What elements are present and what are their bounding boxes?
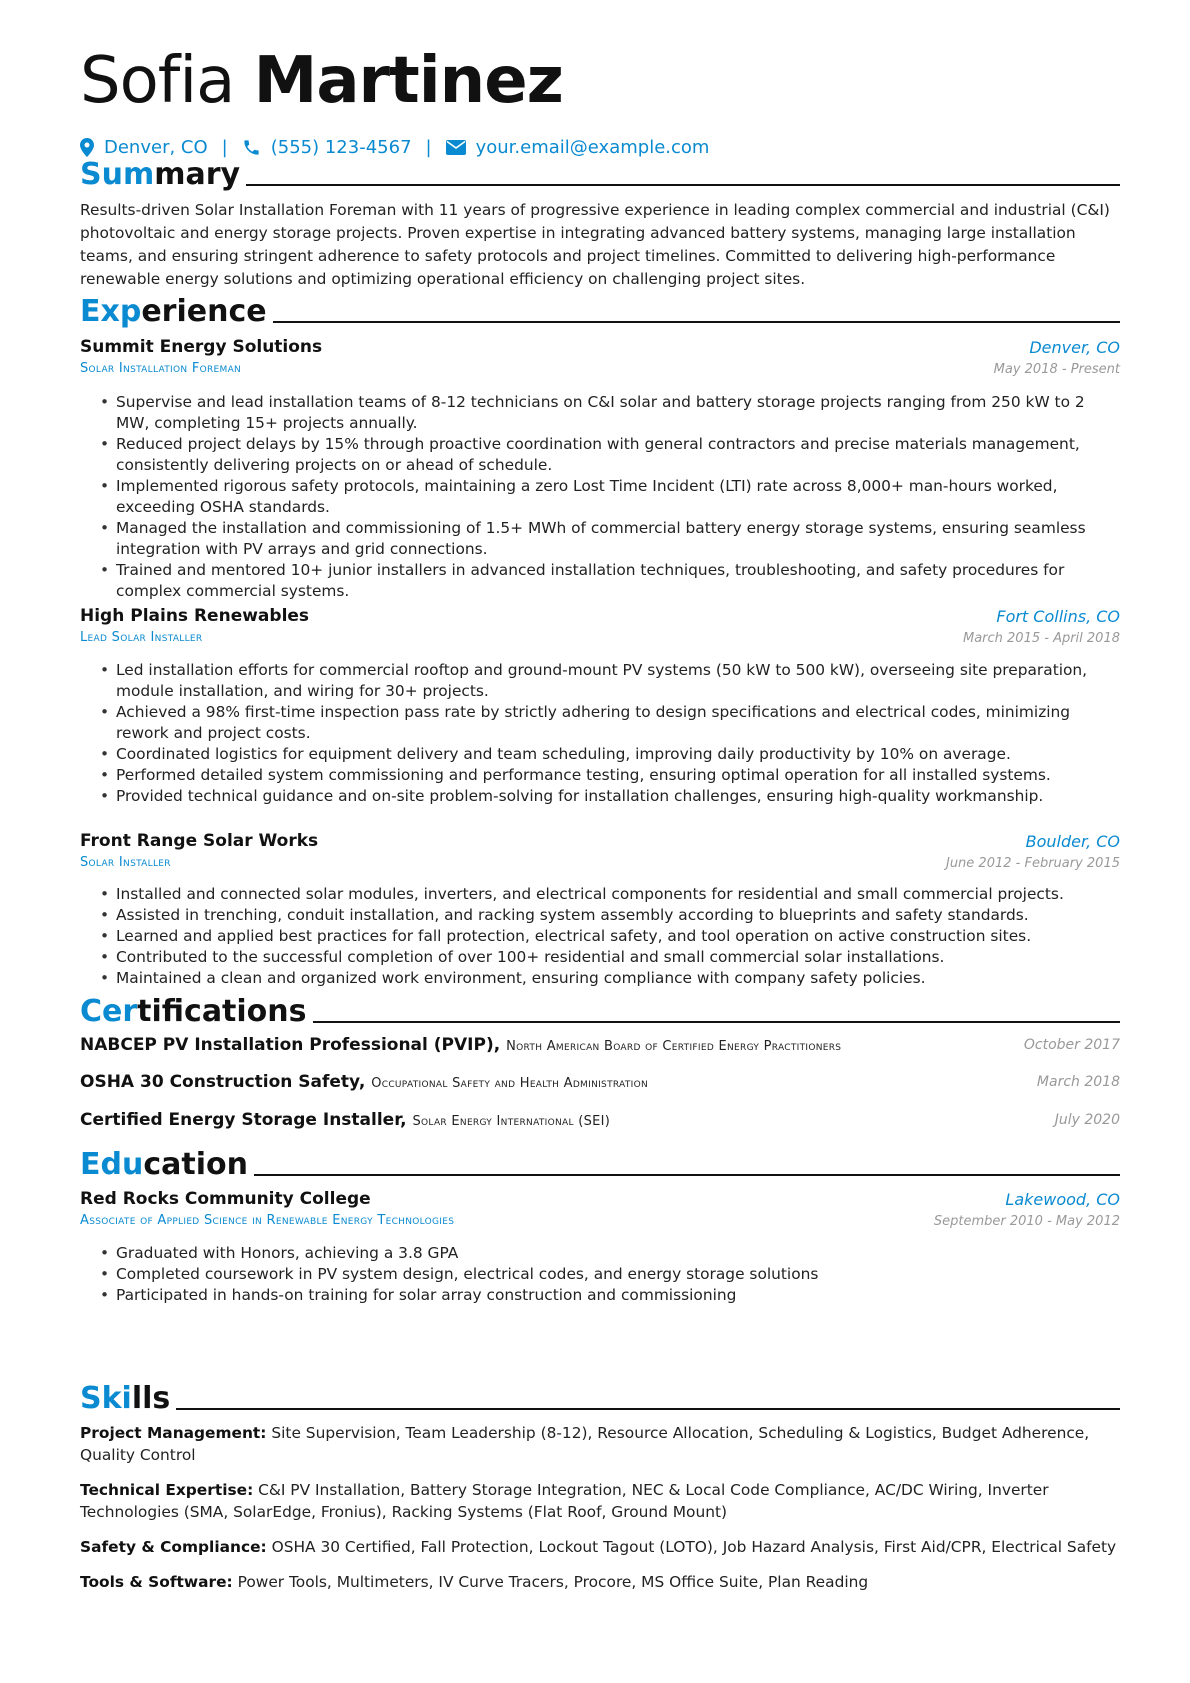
job-location: Denver, CO xyxy=(1029,338,1120,357)
job-title: Solar Installation Foreman xyxy=(80,361,242,376)
skill-text: Site Supervision, Team Leadership (8-12), Resource Allocation, Scheduling & Logistics, Budget Adherence, Quality Control xyxy=(80,1424,1090,1464)
school-location: Lakewood, CO xyxy=(1005,1190,1120,1209)
section-rule xyxy=(254,1174,1120,1176)
list-item: • Trained and mentored 10+ junior installers in advanced installation techniques, troubleshooting, and safety procedures for complex commercial systems. xyxy=(100,560,1100,602)
certification-item: Certified Energy Storage Installer, Solar Energy International (SEI) July 2020 xyxy=(80,1110,1120,1130)
certification-name: Certified Energy Storage Installer xyxy=(80,1110,401,1130)
job-title: Lead Solar Installer xyxy=(80,630,203,645)
certification-issuer: North American Board of Certified Energy Practitioners xyxy=(506,1039,842,1054)
summary-text: Results-driven Solar Installation Foreman with 11 years of progressive experience in leading complex commercial and industrial (C&I) photovoltaic and energy storage projects. Proven expertise in integrating advanced battery systems, managing large installation teams, and ensuring stringent adherence to safety protocols and project timelines. Committed to delivering high-performance renewable energy solutions and optimizing operational efficiency on challenging project sites. xyxy=(80,201,1110,288)
skill-row xyxy=(80,1571,1120,1593)
school-name: Red Rocks Community College xyxy=(80,1189,371,1209)
experience-heading: Experience xyxy=(80,293,1120,329)
certification-name: OSHA 30 Construction Safety xyxy=(80,1072,359,1092)
job-entry-header xyxy=(80,831,1120,875)
skills-heading: Skills xyxy=(80,1380,1120,1416)
skill-label: Safety & Compliance: xyxy=(80,1538,267,1556)
company-name: Front Range Solar Works xyxy=(80,831,319,851)
skill-row xyxy=(80,1536,1120,1558)
skill-text: OSHA 30 Certified, Fall Protection, Lockout Tagout (LOTO), Job Hazard Analysis, First Aid/CPR, Electrical Safety xyxy=(271,1538,1117,1556)
list-item: • Coordinated logistics for equipment delivery and team scheduling, improving daily productivity by 10% on average. xyxy=(100,744,1100,765)
first-name: Sofia xyxy=(80,44,235,118)
certification-issuer: Solar Energy International (SEI) xyxy=(412,1114,611,1129)
list-item: • Provided technical guidance and on-site problem-solving for installation challenges, ensuring high-quality workmanship. xyxy=(100,786,1100,807)
skill-label: Tools & Software: xyxy=(80,1573,233,1591)
list-item: • Graduated with Honors, achieving a 3.8 GPA xyxy=(100,1243,1100,1264)
job-entry-header xyxy=(80,606,1120,650)
certification-date: July 2020 xyxy=(1054,1112,1120,1128)
list-item: • Learned and applied best practices for fall protection, electrical safety, and tool operation on active construction sites. xyxy=(100,926,1100,947)
section-rule xyxy=(273,321,1120,323)
certification-issuer: Occupational Safety and Health Administration xyxy=(371,1076,648,1091)
certification-date: March 2018 xyxy=(1036,1074,1120,1090)
section-rule xyxy=(176,1408,1120,1410)
certification-name: NABCEP PV Installation Professional (PVIP) xyxy=(80,1035,494,1055)
section-rule xyxy=(246,184,1120,186)
degree-name: Associate of Applied Science in Renewable Energy Technologies xyxy=(80,1213,455,1228)
job-bullets xyxy=(100,660,1100,807)
phone-icon xyxy=(242,138,261,157)
list-item: • Reduced project delays by 15% through proactive coordination with general contractors and precise materials management, consistently delivering projects on or ahead of schedule. xyxy=(100,434,1100,476)
list-item: • Installed and connected solar modules, inverters, and electrical components for residential and small commercial projects. xyxy=(100,884,1100,905)
skill-row xyxy=(80,1479,1120,1523)
envelope-icon xyxy=(446,140,466,155)
list-item: • Maintained a clean and organized work environment, ensuring compliance with company safety policies. xyxy=(100,968,1100,989)
phone-text: (555) 123-4567 xyxy=(270,136,412,158)
list-item: • Led installation efforts for commercial rooftop and ground-mount PV systems (50 kW to 500 kW), overseeing site preparation, module installation, and wiring for 30+ projects. xyxy=(100,660,1100,702)
contact-phone[interactable] xyxy=(242,137,412,158)
job-dates: June 2012 - February 2015 xyxy=(945,856,1120,871)
contact-separator: | xyxy=(221,136,228,158)
skill-text: C&I PV Installation, Battery Storage Integration, NEC & Local Code Compliance, AC/DC Wiring, Inverter Technologies (SMA, SolarEdge, Fronius), Racking Systems (Flat Roof, Ground Mount) xyxy=(80,1481,1049,1521)
list-item: • Participated in hands-on training for solar array construction and commissioning xyxy=(100,1285,1100,1306)
job-bullets xyxy=(100,884,1100,989)
job-bullets xyxy=(100,392,1100,602)
certification-date: October 2017 xyxy=(1023,1037,1120,1053)
skill-label: Technical Expertise: xyxy=(80,1481,254,1499)
list-item: • Contributed to the successful completion of over 100+ residential and small commercial solar installations. xyxy=(100,947,1100,968)
contact-location xyxy=(80,137,208,158)
last-name: Martinez xyxy=(253,44,563,118)
list-item: • Performed detailed system commissioning and performance testing, ensuring optimal operation for all installed systems. xyxy=(100,765,1100,786)
education-heading: Education xyxy=(80,1146,1120,1182)
job-dates: March 2015 - April 2018 xyxy=(962,631,1120,646)
list-item: • Supervise and lead installation teams of 8-12 technicians on C&I solar and battery storage projects ranging from 250 kW to 2 MW, completing 15+ projects annually. xyxy=(100,392,1100,434)
map-pin-icon xyxy=(80,138,94,157)
skill-row xyxy=(80,1422,1120,1466)
education-dates: September 2010 - May 2012 xyxy=(933,1214,1120,1229)
skill-label: Project Management: xyxy=(80,1424,267,1442)
education-bullets xyxy=(100,1243,1100,1306)
job-entry-header xyxy=(80,337,1120,381)
company-name: High Plains Renewables xyxy=(80,606,310,626)
location-text: Denver, CO xyxy=(104,136,208,158)
job-location: Boulder, CO xyxy=(1025,832,1120,851)
certification-item: NABCEP PV Installation Professional (PVIP), North American Board of Certified Energy Practitioners October 2017 xyxy=(80,1035,1120,1055)
list-item: • Assisted in trenching, conduit installation, and racking system assembly according to blueprints and safety standards. xyxy=(100,905,1100,926)
company-name: Summit Energy Solutions xyxy=(80,337,323,357)
job-location: Fort Collins, CO xyxy=(996,607,1120,626)
section-rule xyxy=(313,1021,1120,1023)
job-dates: May 2018 - Present xyxy=(993,362,1120,377)
education-entry-header xyxy=(80,1189,1120,1233)
candidate-name xyxy=(80,42,563,120)
certification-item: OSHA 30 Construction Safety, Occupational Safety and Health Administration March 2018 xyxy=(80,1072,1120,1092)
list-item: • Managed the installation and commissioning of 1.5+ MWh of commercial battery energy storage systems, ensuring seamless integration with PV arrays and grid connections. xyxy=(100,518,1100,560)
summary-heading: Summary xyxy=(80,156,1120,192)
list-item: • Achieved a 98% first-time inspection pass rate by strictly adhering to design specifications and electrical codes, minimizing rework and project costs. xyxy=(100,702,1100,744)
contact-separator: | xyxy=(425,136,432,158)
list-item: • Completed coursework in PV system design, electrical codes, and energy storage solutions xyxy=(100,1264,1100,1285)
job-title: Solar Installer xyxy=(80,855,171,870)
list-item: • Implemented rigorous safety protocols, maintaining a zero Lost Time Incident (LTI) rate across 8,000+ man-hours worked, exceeding OSHA standards. xyxy=(100,476,1100,518)
email-text: your.email@example.com xyxy=(475,136,710,158)
certifications-heading: Certifications xyxy=(80,993,1120,1029)
contact-email[interactable] xyxy=(446,137,710,158)
skill-text: Power Tools, Multimeters, IV Curve Tracers, Procore, MS Office Suite, Plan Reading xyxy=(237,1573,869,1591)
